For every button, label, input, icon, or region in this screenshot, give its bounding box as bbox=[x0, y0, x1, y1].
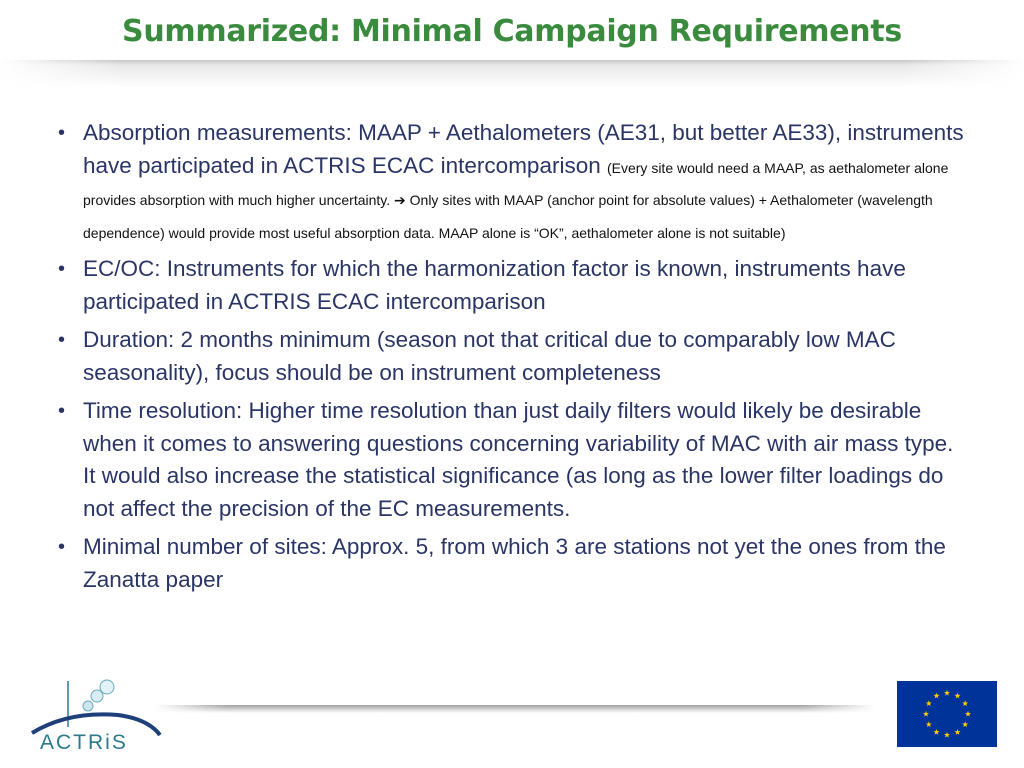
bullet-marker: • bbox=[58, 329, 66, 351]
bullet-text: Minimal number of sites: Approx. 5, from which 3 are stations not yet the ones from the Zanatta paper bbox=[83, 534, 946, 592]
bullet-list bbox=[56, 117, 966, 602]
bullet-note: (Every site would need a MAAP, as aethalometer alone provides absorption with much higher uncertainty. ➔ Only sites with MAAP (anchor point for absolute values) + Aethalometer (wavelength dependence) would provide most useful absorption data. MAAP alone is “OK”, aethalometer alone is not suitable) bbox=[83, 159, 949, 241]
slide-title: Summarized: Minimal Campaign Requirements bbox=[122, 14, 902, 49]
bullet-text: Time resolution: Higher time resolution than just daily filters would likely be desirable when it comes to answering questions concerning variability of MAC with air mass type. It would also increase the statistical significance (as long as the lower filter loadings do not affect the precision of the EC measurements. bbox=[83, 398, 954, 521]
bullet-text: Absorption measurements: MAAP + Aethalometers (AE31, but better AE33), instruments have participated in ACTRIS ECAC intercomparison bbox=[83, 120, 964, 178]
bullet-duration bbox=[56, 324, 966, 389]
bullet-text: Duration: 2 months minimum (season not that critical due to comparably low MAC seasonality), focus should be on instrument completeness bbox=[83, 327, 896, 385]
bullet-marker: • bbox=[58, 400, 66, 422]
title-divider bbox=[0, 60, 1024, 90]
bullet-marker: • bbox=[58, 258, 66, 280]
bullet-marker: • bbox=[58, 536, 66, 558]
arrow-right-icon: ➔ bbox=[394, 192, 406, 208]
bullet-ec-oc bbox=[56, 253, 966, 318]
bullet-absorption bbox=[56, 117, 966, 247]
eu-flag-icon bbox=[897, 681, 997, 747]
footer-divider bbox=[155, 705, 875, 713]
bullet-number-of-sites bbox=[56, 531, 966, 596]
logo-text: ACTRiS bbox=[40, 731, 128, 754]
bullet-marker: • bbox=[58, 122, 66, 144]
bullet-time-resolution bbox=[56, 395, 966, 525]
bullet-text: EC/OC: Instruments for which the harmonization factor is known, instruments have participated in ACTRIS ECAC intercomparison bbox=[83, 256, 906, 314]
